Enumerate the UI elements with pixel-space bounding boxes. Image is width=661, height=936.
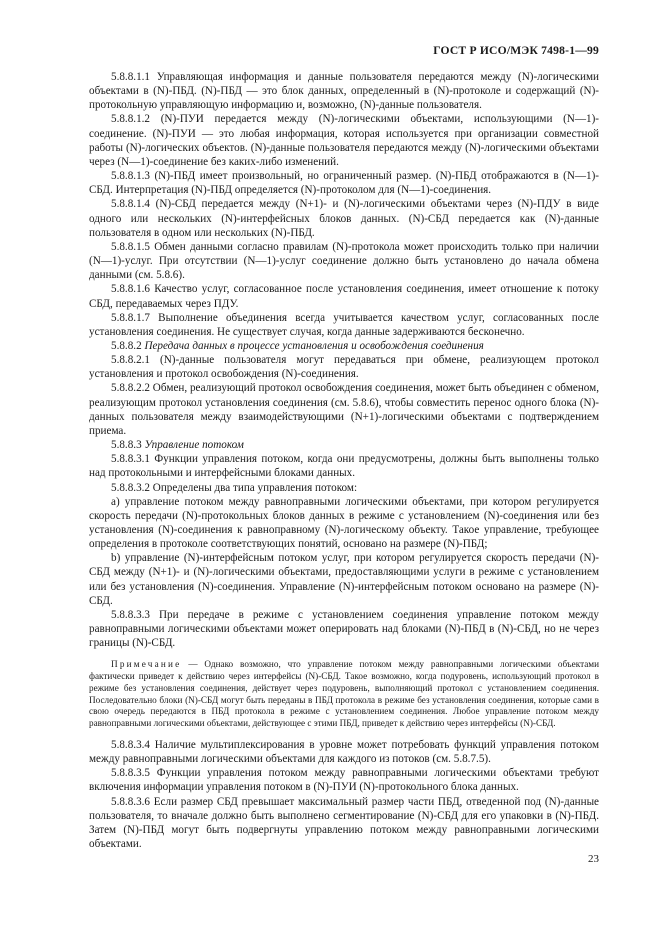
paragraph: 5.8.8.1.6 Качество услуг, согласованное после установления соединения, имеет отношение к потоку СБД, передаваемых через ПДУ. xyxy=(89,283,599,310)
paragraph: 5.8.8.3.4 Наличие мультиплексирования в уровне может потребовать функций управления потоком между равноправными логическими объектами для каждого из потоков (см. 5.8.7.5). xyxy=(89,738,599,766)
paragraph: 5.8.8.3.2 Определены два типа управления потоком: xyxy=(111,481,358,494)
paragraph: 5.8.8.2.1 (N)-данные пользователя могут передаваться при обмене, реализующем протокол установления и протокол освобождения (N)-соединения. xyxy=(89,354,599,381)
paragraph: 5.8.8.1.7 Выполнение объединения всегда учитывается качеством услуг, согласованных после установления соединения. Не существует случая, когда данные задерживаются бесконечно. xyxy=(89,311,599,338)
section-title: Управление потоком xyxy=(144,439,244,452)
paragraph: 5.8.8.1.2 (N)-ПУИ передается между (N)-логическими объектами, использующими (N—1)-соединение. (N)-ПУИ — это любая информация, которая используется при организации совместной работы (N)-логических объектов. (N)-данные пользователя передаются между (N)-логическими объектами через (N—1)-соединение без каких-либо изменений. xyxy=(89,113,599,168)
page-number: 23 xyxy=(588,853,599,865)
note xyxy=(89,659,599,730)
paragraph: 5.8.8.3.6 Если размер СБД превышает максимальный размер части ПБД, отведенной под (N)-данные пользователя, то вначале должно быть выполнено сегментирование (N)-СБД для его упаковки в (N)-ПБД. Затем (N)-ПБД могут быть подвергнуты управлению потоком между равноправными логическими объектами. xyxy=(89,795,599,850)
paragraph: 5.8.8.1.4 (N)-СБД передается между (N+1)- и (N)-логическими объектами через (N)-ПДУ в виде одного или нескольких (N)-интерфейсных блоков данных. (N)-СБД передается как (N)-данные пользователя в одном или нескольких (N)-ПБД. xyxy=(89,198,599,239)
document-body xyxy=(89,70,599,851)
section-number: 5.8.8.2 xyxy=(111,339,142,352)
paragraph: 5.8.8.2.2 Обмен, реализующий протокол освобождения соединения, может быть объединен с обменом, реализующим протокол установления соединения (см. 5.8.6), чтобы совместить перенос одного блока (N)-данных пользователя между взаимодействующими (N+1)-логическими объектами с подтверждением приема. xyxy=(89,382,599,437)
list-item: а) управление потоком между равноправными логическими объектами, при котором регулируется скорость передачи (N)-протокольных блоков данных в режиме с установлением (N)-соединения или без установления (N)-соединения к равноправному (N)-логическому объекту. Такое управление, требующее определения в протоколе соответствующих понятий, основано на размере (N)-ПБД; xyxy=(89,495,599,551)
paragraph: 5.8.8.1.5 Обмен данными согласно правилам (N)-протокола может происходить только при наличии (N—1)-услуг. При отсутствии (N—1)-услуг соединение должно быть установлено до начала обмена данными (см. 5.8.6). xyxy=(89,240,599,282)
list-item: b) управление (N)-интерфейсным потоком услуг, при котором регулируется скорость передачи (N)-СБД между (N+1)- и (N)-логическими объектами, предоставляющими услуги в режиме с установлением или без установления (N)-соединения. Управление (N)-интерфейсным потоком основано на размере (N)-СБД. xyxy=(89,552,599,607)
section-title: Передача данных в процессе установления и освобождения соединения xyxy=(144,339,484,352)
paragraph: 5.8.8.3.3 При передаче в режиме с установлением соединения управление потоком между равноправными логическими объектами может оперировать над блоками (N)-ПБД в (N)-СБД, но не через границы (N)-СБД. xyxy=(89,608,599,650)
section-heading xyxy=(89,339,599,353)
paragraph: 5.8.8.3.5 Функции управления потоком между равноправными логическими объектами требуют включения информации управления потоком в (N)-ПУИ (N)-протокольного блока данных. xyxy=(89,767,599,794)
paragraph: 5.8.8.1.1 Управляющая информация и данные пользователя передаются между (N)-логическими объектами в (N)-ПБД. (N)-ПБД — это блок данных, определенный в (N)-протоколе и содержащий (N)-протокольную управляющую информацию и, возможно, (N)-данные пользователя. xyxy=(89,71,599,112)
note-label: Примечание xyxy=(111,659,182,670)
standard-header: ГОСТ Р ИСО/МЭК 7498-1—99 xyxy=(433,44,599,57)
section-heading xyxy=(89,438,599,452)
section-number: 5.8.8.3 xyxy=(111,439,142,452)
paragraph: 5.8.8.1.3 (N)-ПБД имеет произвольный, но ограниченный размер. (N)-ПБД отображаются в (N—1)-СБД. Интерпретация (N)-ПБД определяется (N)-протоколом для (N—1)-соединения. xyxy=(89,170,599,197)
note-text: — Однако возможно, что управление потоком между равноправными логическими объектами фактически приведет к действию через интерфейсы (N)-СБД. Такое возможно, когда подуровень, использующий протокол в режиме без установления соединения, действует через подуровень, выполняющий протокол с установлением соединения. Последовательно блоки (N)-СБД могут быть переданы в ПБД протокола в режиме без установления соединения, которые сами в свою очередь передаются в ПБД протокола в режиме с установлением соединения. Любое управление потоком между равноправными логическими объектами, действующее с этими ПБД, приведет к действию через интерфейсы (N)-СБД. xyxy=(89,659,600,729)
paragraph: 5.8.8.3.1 Функции управления потоком, когда они предусмотрены, должны быть выполнены только над протокольными и интерфейсными блоками данных. xyxy=(89,453,599,480)
